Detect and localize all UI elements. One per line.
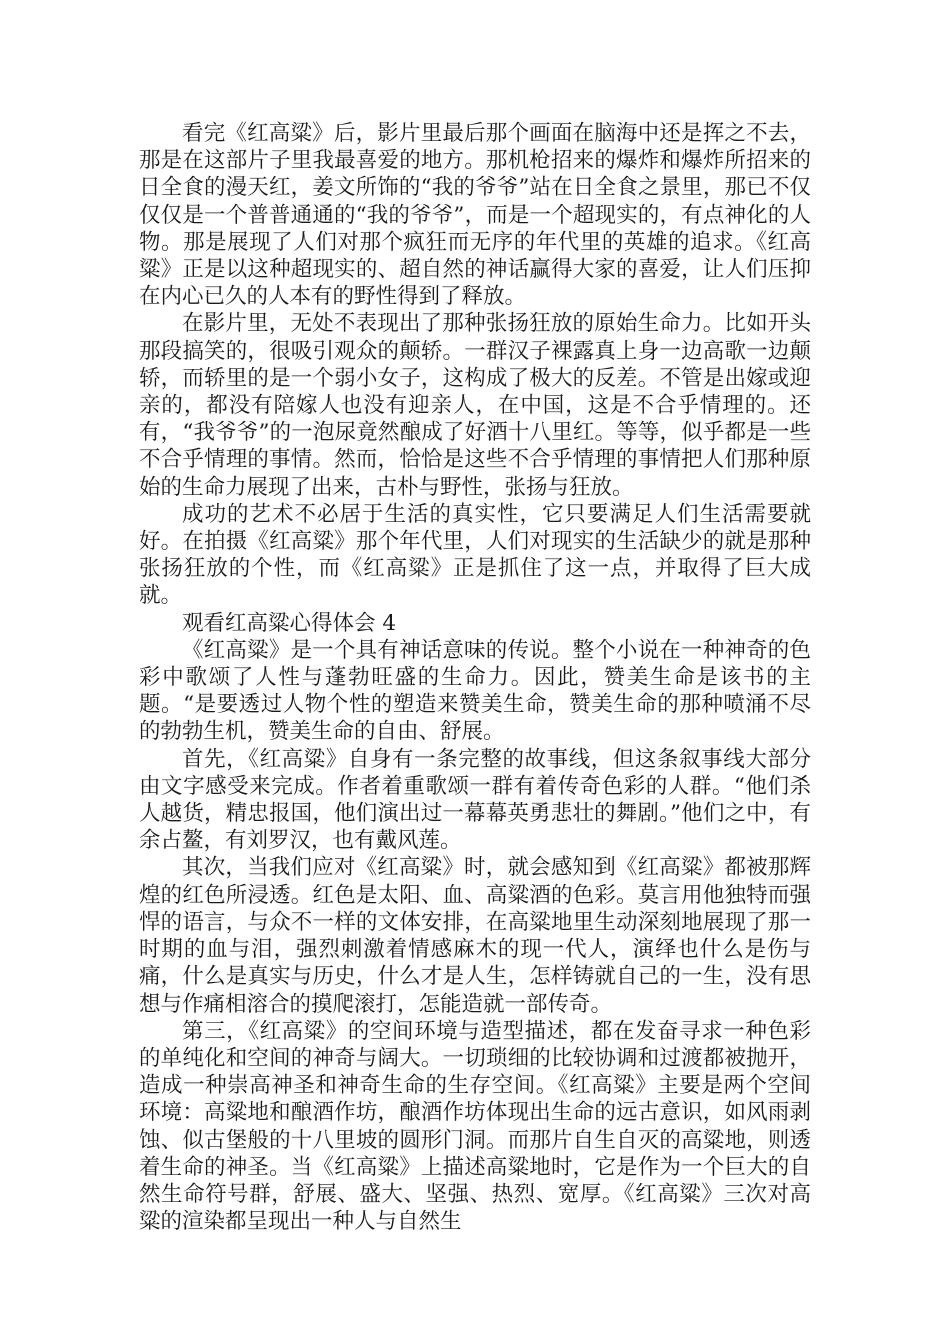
paragraph-5: 首先，《红高粱》自身有一条完整的故事线，但这条叙事线大部分由文字感受来完成。作者着重歌颂一群有着传奇色彩的人群。“他们杀人越货，精忠报国，他们演出过一幕幕英勇悲壮的舞剧。”他们之中，有余占鳌，有刘罗汉，也有戴风莲。 [139,746,811,854]
paragraph-2: 在影片里，无处不表现出了那种张扬狂放的原始生命力。比如开头那段搞笑的，很吸引观众的颠轿。一群汉子裸露真上身一边高歌一边颠轿，而轿里的是一个弱小女子，这构成了极大的反差。不管是出嫁或迎亲的，都没有陪嫁人也没有迎亲人，在中国，这是不合乎情理的。还有，“我爷爷”的一泡尿竟然酿成了好酒十八里红。等等，似乎都是一些不合乎情理的事情。然而，恰恰是这些不合乎情理的事情把人们那种原始的生命力展现了出来，古朴与野性，张扬与狂放。 [139,311,811,500]
paragraph-7: 第三，《红高粱》的空间环境与造型描述，都在发奋寻求一种色彩的单纯化和空间的神奇与阔大。一切琐细的比较协调和过渡都被抛开，造成一种崇高神圣和神奇生命的生存空间。《红高粱》主要是两个空间环境：高粱地和酿酒作坊，酿酒作坊体现出生命的远古意识，如风雨剥蚀、似古堡般的十八里坡的圆形门洞。而那片自生自灭的高粱地，则透着生命的神圣。当《红高粱》上描述高粱地时，它是作为一个巨大的自然生命符号群，舒展、盛大、坚强、热烈、宽厚。《红高粱》三次对高粱的渲染都呈现出一种人与自然生 [139,1018,811,1235]
paragraph-4: 《红高粱》是一个具有神话意味的传说。整个小说在一种神奇的色彩中歌颂了人性与蓬勃旺盛的生命力。因此，赞美生命是该书的主题。“是要透过人物个性的塑造来赞美生命，赞美生命的那种喷涌不尽的勃勃生机，赞美生命的自由、舒展。 [139,637,811,745]
paragraph-1: 看完《红高粱》后，影片里最后那个画面在脑海中还是挥之不去，那是在这部片子里我最喜爱的地方。那机枪招来的爆炸和爆炸所招来的日全食的漫天红，姜文所饰的“我的爷爷”站在日全食之景里，那已不仅仅仅是一个普普通通的“我的爷爷”，而是一个超现实的，有点神化的人物。那是展现了人们对那个疯狂而无序的年代里的英雄的追求。《红高粱》正是以这种超现实的、超自然的神话赢得大家的喜爱，让人们压抑在内心已久的人本有的野性得到了释放。 [139,121,811,310]
document-body [139,120,811,1235]
paragraph-3: 成功的艺术不必居于生活的真实性，它只要满足人们生活需要就好。在拍摄《红高粱》那个年代里，人们对现实的生活缺少的就是那种张扬狂放的个性，而《红高粱》正是抓住了这一点，并取得了巨大成就。 [139,501,811,609]
section-heading: 观看红高粱心得体会 4 [182,610,397,636]
paragraph-6: 其次，当我们应对《红高粱》时，就会感知到《红高粱》都被那辉煌的红色所浸透。红色是太阳、血、高粱酒的色彩。莫言用他独特而强悍的语言，与众不一样的文体安排，在高粱地里生动深刻地展现了那一时期的血与泪，强烈刺激着情感麻木的现一代人，演绎也什么是伤与痛，什么是真实与历史，什么才是人生，怎样铸就自己的一生，没有思想与作痛相溶合的摸爬滚打，怎能造就一部传奇。 [139,855,811,1017]
